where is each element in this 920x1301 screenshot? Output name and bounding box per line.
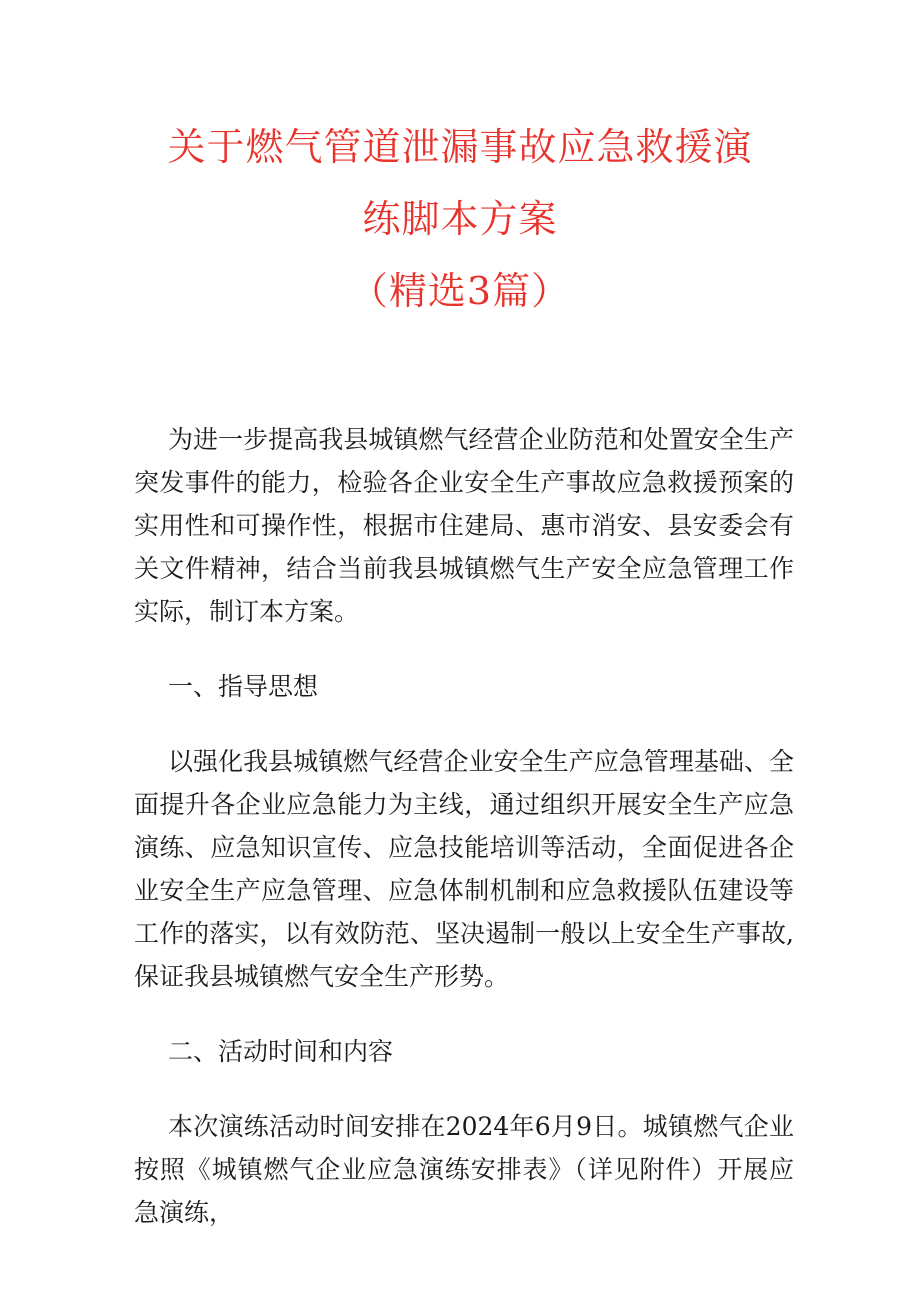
- title-line-1: 关于燃气管道泄漏事故应急救援演: [167, 125, 753, 169]
- title-line-3: （精选3篇）: [349, 269, 571, 313]
- time-and-content-paragraph: 本次演练活动时间安排在2024年6月9日。城镇燃气企业按照《城镇燃气企业应急演练安排表》（详见附件）开展应急演练，: [134, 1112, 794, 1227]
- title-line-2: 练脚本方案: [362, 197, 558, 241]
- document-title: [0, 125, 920, 313]
- document-body: [134, 418, 794, 1266]
- section-heading-guiding-ideology: 一、指导思想: [168, 672, 319, 701]
- intro-paragraph: 为进一步提高我县城镇燃气经营企业防范和处置安全生产突发事件的能力，检验各企业安全生产事故应急救援预案的实用性和可操作性，根据市住建局、惠市消安、县安委会有关文件精神，结合当前我县城镇燃气生产安全应急管理工作实际，制订本方案。: [134, 425, 794, 626]
- guiding-ideology-paragraph: 以强化我县城镇燃气经营企业安全生产应急管理基础、全面提升各企业应急能力为主线，通过组织开展安全生产应急演练、应急知识宣传、应急技能培训等活动，全面促进各企业安全生产应急管理、应急体制机制和应急救援队伍建设等工作的落实，以有效防范、坚决遏制一般以上安全生产事故,保证我县城镇燃气安全生产形势。: [134, 747, 794, 991]
- section-heading-time-and-content: 二、活动时间和内容: [168, 1037, 394, 1066]
